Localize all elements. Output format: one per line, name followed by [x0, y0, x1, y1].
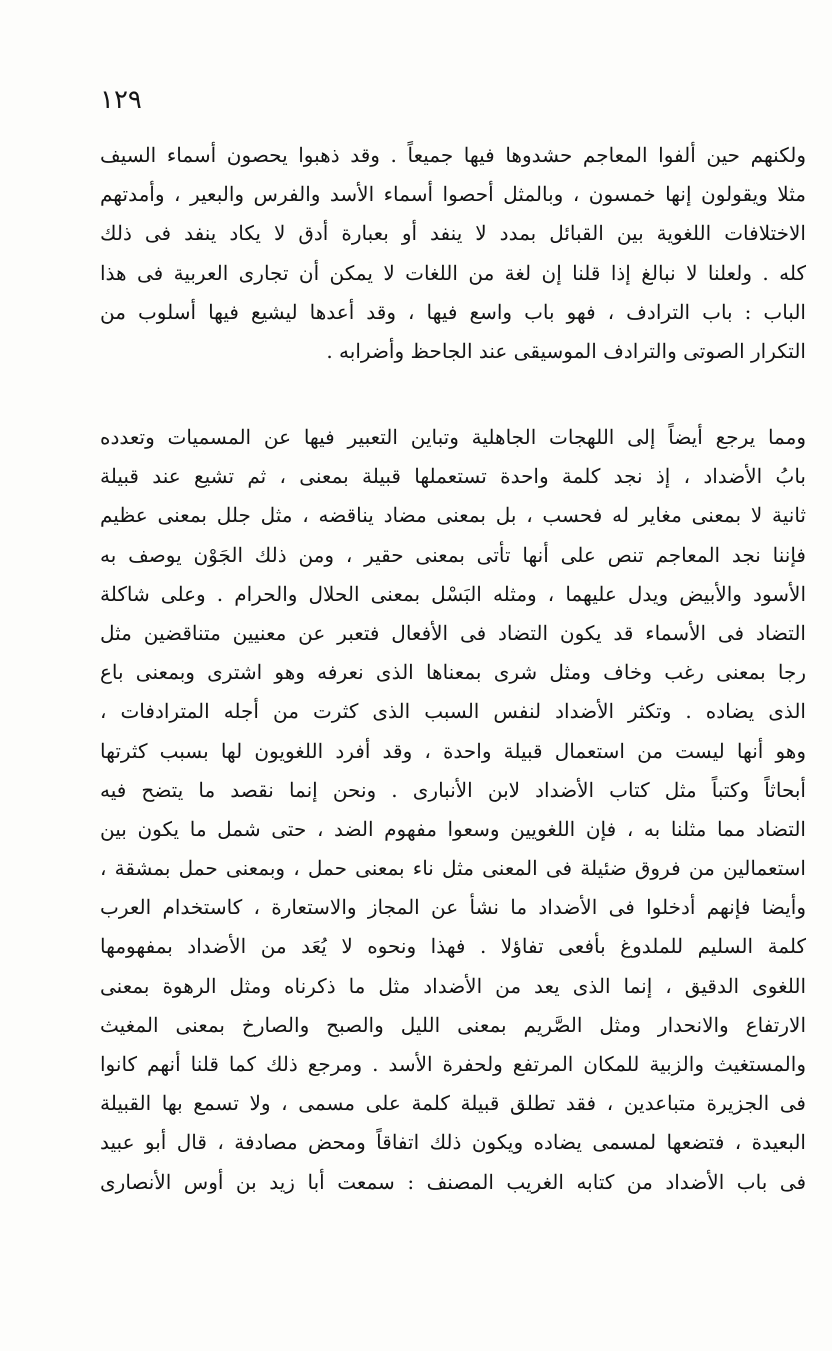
text-line: ثانية لا بمعنى مغاير له فحسب ، بل بمعنى مضاد يناقضه ، مثل جلل بمعنى عظيم — [100, 503, 806, 528]
text-line: رجا بمعنى رغب وخاف ومثل شرى بمعناها الذى نعرفه وهو اشترى وبمعنى باع — [100, 660, 806, 685]
text-line: اللغوى الدقيق ، إنما الذى يعد من الأضداد مثل ما ذكرناه ومثل الرهوة بمعنى — [100, 973, 806, 998]
text-line: التكرار الصوتى والترادف الموسيقى عند الجاحظ وأضرابه . — [326, 338, 806, 363]
text-line: كله . ولعلنا لا نبالغ إذا قلنا إن لغة من اللغات لا يمكن أن تجارى العربية فى هذا — [100, 260, 806, 285]
text-line: أبحاثاً وكتباً مثل كتاب الأضداد لابن الأنبارى . ونحن إنما نقصد ما يتضح فيه — [100, 777, 806, 802]
text-line: الاختلافات اللغوية بين القبائل بمدد لا ينفد أو بعبارة أدق لا يكاد ينفد فى ذلك — [100, 221, 806, 246]
text-line: مثلا ويقولون إنها خمسون ، وبالمثل أحصوا أسماء الأسد والفرس والبعير ، وأمدتهم — [100, 182, 806, 207]
text-line: وأيضا فإنهم أدخلوا فى الأضداد ما نشأ عن المجاز والاستعارة ، كاستخدام العرب — [100, 895, 806, 920]
text-line: كلمة السليم للملدوغ بأفعى تفاؤلا . فهذا ونحوه لا يُعَد من الأضداد بمفهومها — [100, 934, 806, 959]
text-line: بابُ الأضداد ، إذ نجد كلمة واحدة تستعملها قبيلة بمعنى ، ثم تشيع عند قبيلة — [100, 464, 806, 489]
text-line: التضاد فى الأسماء قد يكون التضاد فى الأفعال فتعبر عن معنيين متناقضين مثل — [100, 620, 806, 645]
text-line: ومما يرجع أيضاً إلى اللهجات الجاهلية وتباين التعبير فيها عن المسميات وتعدده — [100, 425, 806, 449]
paragraph-synonyms — [100, 136, 806, 371]
text-line: وهو أنها ليست من استعمال قبيلة واحدة ، وقد أفرد اللغويون لها بسبب كثرتها — [100, 738, 806, 763]
text-line: الأسود والأبيض ويدل عليهما ، ومثله البَسْل بمعنى الحلال والحرام . وعلى شاكلة — [100, 581, 806, 606]
text-line: استعمالين من فروق ضئيلة فى المعنى مثل ناء بمعنى حمل ، وبمعنى حمل بمشقة ، — [100, 856, 806, 881]
text-line: فى باب الأضداد من كتابه الغريب المصنف : سمعت أبا زيد بن أوس الأنصارى — [100, 1169, 806, 1194]
text-line: التضاد مما مثلنا به ، فإن اللغويين وسعوا مفهوم الضد ، حتى شمل ما يكون بين — [100, 816, 806, 841]
text-line: الذى يضاده . وتكثر الأضداد لنفس السبب الذى كثرت من أجله المترادفات ، — [100, 699, 806, 724]
page-number: ١٢٩ — [100, 85, 142, 115]
paragraph-antonyms — [100, 418, 806, 1202]
text-line: فى الجزيرة متباعدين ، فقد تطلق قبيلة كلمة على مسمى ، ولا تسمع بها القبيلة — [100, 1091, 806, 1116]
text-line: والمستغيث والزبية للمكان المرتفع ولحفرة الأسد . ومرجع ذلك كما قلنا أنهم كانوا — [100, 1052, 806, 1076]
text-line: فإننا نجد المعاجم تنص على أنها تأتى بمعنى حقير ، ومن ذلك الجَوْن يوصف به — [100, 542, 806, 567]
text-line: الارتفاع والانحدار ومثل الصَّريم بمعنى الليل والصبح والصارخ بمعنى المغيث — [100, 1012, 806, 1037]
text-line: ولكنهم حين ألفوا المعاجم حشدوها فيها جميعاً . وقد ذهبوا يحصون أسماء السيف — [100, 143, 806, 167]
text-line: الباب : باب الترادف ، فهو باب واسع فيها ، وقد أعدها ليشيع فيها أسلوب من — [100, 299, 806, 324]
text-line: البعيدة ، فتضعها لمسمى يضاده ويكون ذلك اتفاقاً ومحض مصادفة ، قال أبو عبيد — [100, 1130, 806, 1155]
